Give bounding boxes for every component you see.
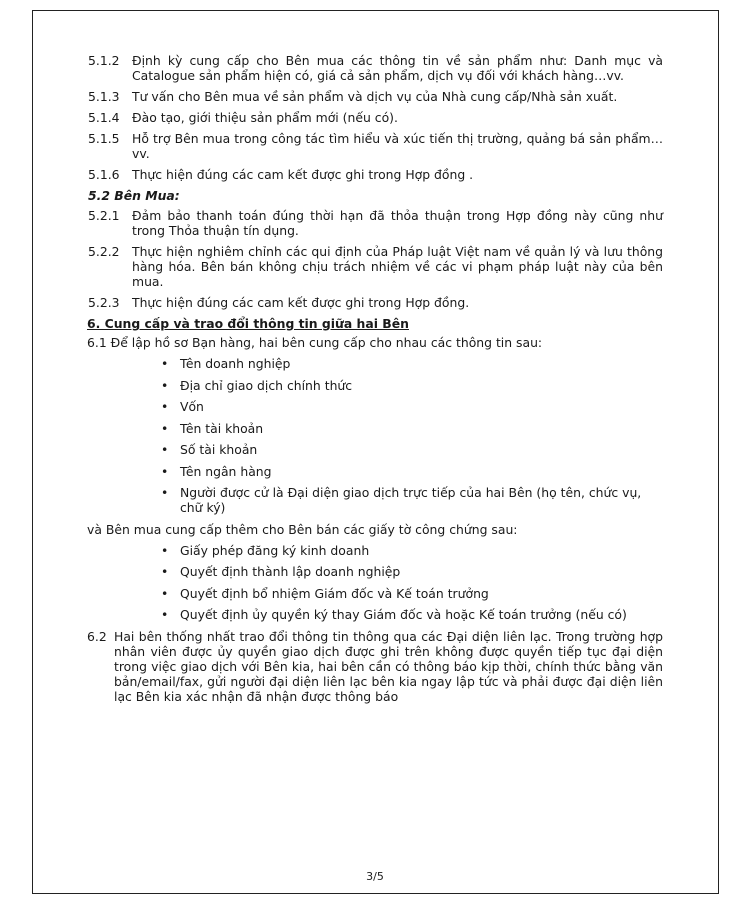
list-item-text: Vốn xyxy=(180,399,204,414)
bullet-icon: • xyxy=(161,542,169,558)
clause-5-1-2 xyxy=(88,53,663,83)
bullet-icon: • xyxy=(161,399,169,414)
paragraph-6-2 xyxy=(87,629,663,704)
clause-number: 5.1.5 xyxy=(88,131,120,146)
list-item-text: Tên doanh nghiệp xyxy=(180,356,291,371)
clause-5-1-3 xyxy=(88,89,663,104)
list-item xyxy=(88,586,663,601)
clause-number: 5.2.1 xyxy=(88,208,120,223)
list-item xyxy=(88,421,663,436)
list-item-text: Quyết định thành lập doanh nghiệp xyxy=(180,564,401,579)
list-item-text: Địa chỉ giao dịch chính thức xyxy=(180,377,353,393)
clause-number: 5.2.2 xyxy=(88,244,120,259)
bullet-icon: • xyxy=(161,377,169,393)
clause-5-2-3 xyxy=(88,295,663,310)
clause-text: Tư vấn cho Bên mua về sản phẩm và dịch vụ của Nhà cung cấp/Nhà sản xuất. xyxy=(132,89,618,104)
bullet-icon: • xyxy=(161,607,169,622)
list-item-text: Quyết định ủy quyền ký thay Giám đốc và hoặc Kế toán trưởng (nếu có) xyxy=(180,607,627,622)
bullet-icon: • xyxy=(161,420,169,436)
list-item-text: Tên ngân hàng xyxy=(180,463,272,479)
clause-number: 5.1.2 xyxy=(88,53,120,68)
list-item xyxy=(88,607,663,622)
list-item xyxy=(88,543,663,558)
list-item xyxy=(88,485,663,515)
clause-text: Định kỳ cung cấp cho Bên mua các thông tin về sản phẩm như: Danh mục và Catalogue sản phẩm hiện có, giá cả sản phẩm, dịch vụ đối với khách hàng…vv. xyxy=(132,53,663,83)
clause-5-1-5 xyxy=(88,131,663,161)
clause-5-1-6 xyxy=(88,167,663,182)
clause-number: 5.1.4 xyxy=(88,110,120,125)
subheading-5-2: 5.2 Bên Mua: xyxy=(88,188,180,203)
document-body xyxy=(88,53,663,704)
clause-text: Đào tạo, giới thiệu sản phẩm mới (nếu có). xyxy=(132,110,398,125)
clause-5-2-1 xyxy=(88,208,663,238)
list-5-1 xyxy=(88,53,663,182)
bullet-icon: • xyxy=(161,564,169,579)
notarized-documents-list xyxy=(88,543,663,623)
bullet-icon: • xyxy=(161,485,169,500)
list-item xyxy=(88,442,663,457)
bullet-icon: • xyxy=(161,356,169,371)
list-item xyxy=(88,464,663,479)
clause-number: 5.1.3 xyxy=(88,89,120,104)
paragraph-6-1: 6.1 Để lập hồ sơ Bạn hàng, hai bên cung cấp cho nhau các thông tin sau: xyxy=(87,335,543,350)
clause-text: Thực hiện đúng các cam kết được ghi trong Hợp đồng . xyxy=(132,167,474,182)
page-number: 3/5 xyxy=(366,870,384,883)
bullet-icon: • xyxy=(161,463,169,479)
clause-text: Thực hiện nghiêm chỉnh các qui định của Pháp luật Việt nam về quản lý và lưu thông hàng hóa. Bên bán không chịu trách nhiệm về các vi phạm pháp luật này của bên mua. xyxy=(132,244,663,289)
paragraph-buyer-documents: và Bên mua cung cấp thêm cho Bên bán các giấy tờ công chứng sau: xyxy=(87,521,518,537)
bullet-icon: • xyxy=(161,585,169,601)
section-6-heading: 6. Cung cấp và trao đổi thông tin giữa hai Bên xyxy=(87,316,409,331)
clause-number: 5.2.3 xyxy=(88,295,120,310)
clause-text: Đảm bảo thanh toán đúng thời hạn đã thỏa thuận trong Hợp đồng này cũng như trong Thỏa thuận tín dụng. xyxy=(132,208,663,238)
clause-text: Hai bên thống nhất trao đổi thông tin thông qua các Đại diện liên lạc. Trong trường hợp nhân viên được ủy quyền giao dịch được ghi trên không được quyền tiếp tục đại diện trong việc giao dịch với Bên kia, hai bên cần có thông báo kịp thời, chính thức bằng văn bản/email/fax, gửi người đại diện liên lạc bên kia ngay lập tức và phải được đại diện liên lạc Bên kia xác nhận đã nhận được thông báo xyxy=(114,628,663,704)
company-info-list xyxy=(88,356,663,515)
clause-number: 5.1.6 xyxy=(88,167,120,182)
list-item xyxy=(88,378,663,393)
clause-text: Hỗ trợ Bên mua trong công tác tìm hiểu và xúc tiến thị trường, quảng bá sản phẩm…vv. xyxy=(132,131,663,161)
list-item-text: Tên tài khoản xyxy=(180,420,264,436)
list-item xyxy=(88,399,663,414)
list-item-text: Người được cử là Đại diện giao dịch trực tiếp của hai Bên (họ tên, chức vụ, chữ ký) xyxy=(180,485,642,515)
list-item-text: Số tài khoản xyxy=(180,442,258,457)
clause-number: 6.2 xyxy=(87,628,107,644)
list-5-2 xyxy=(88,208,663,310)
list-item xyxy=(88,356,663,371)
list-item-text: Quyết định bổ nhiệm Giám đốc và Kế toán trưởng xyxy=(180,585,489,601)
list-item-text: Giấy phép đăng ký kinh doanh xyxy=(180,542,370,558)
bullet-icon: • xyxy=(161,442,169,457)
clause-5-2-2 xyxy=(88,244,663,289)
clause-5-1-4 xyxy=(88,110,663,125)
clause-text: Thực hiện đúng các cam kết được ghi trong Hợp đồng. xyxy=(132,295,470,310)
list-item xyxy=(88,564,663,579)
